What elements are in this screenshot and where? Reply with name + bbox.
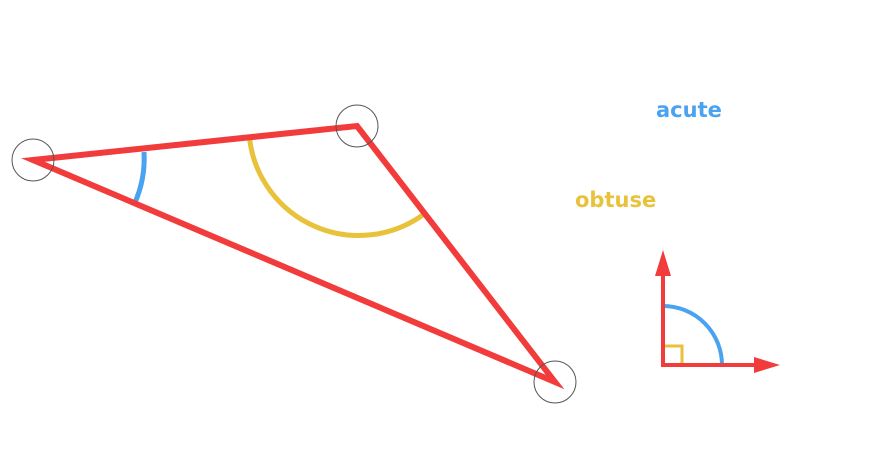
quarter-circle-arc xyxy=(663,306,722,365)
obtuse-angle-arc xyxy=(249,137,425,235)
triangle-shape xyxy=(33,126,555,382)
up-arrow-icon xyxy=(655,250,671,276)
right-arrow-icon xyxy=(754,357,780,373)
right-angle-marker xyxy=(663,346,682,365)
acute-angle-arc xyxy=(135,152,145,204)
right-angle-icon xyxy=(655,250,780,373)
acute-label: acute xyxy=(656,98,722,122)
obtuse-label: obtuse xyxy=(575,188,657,212)
